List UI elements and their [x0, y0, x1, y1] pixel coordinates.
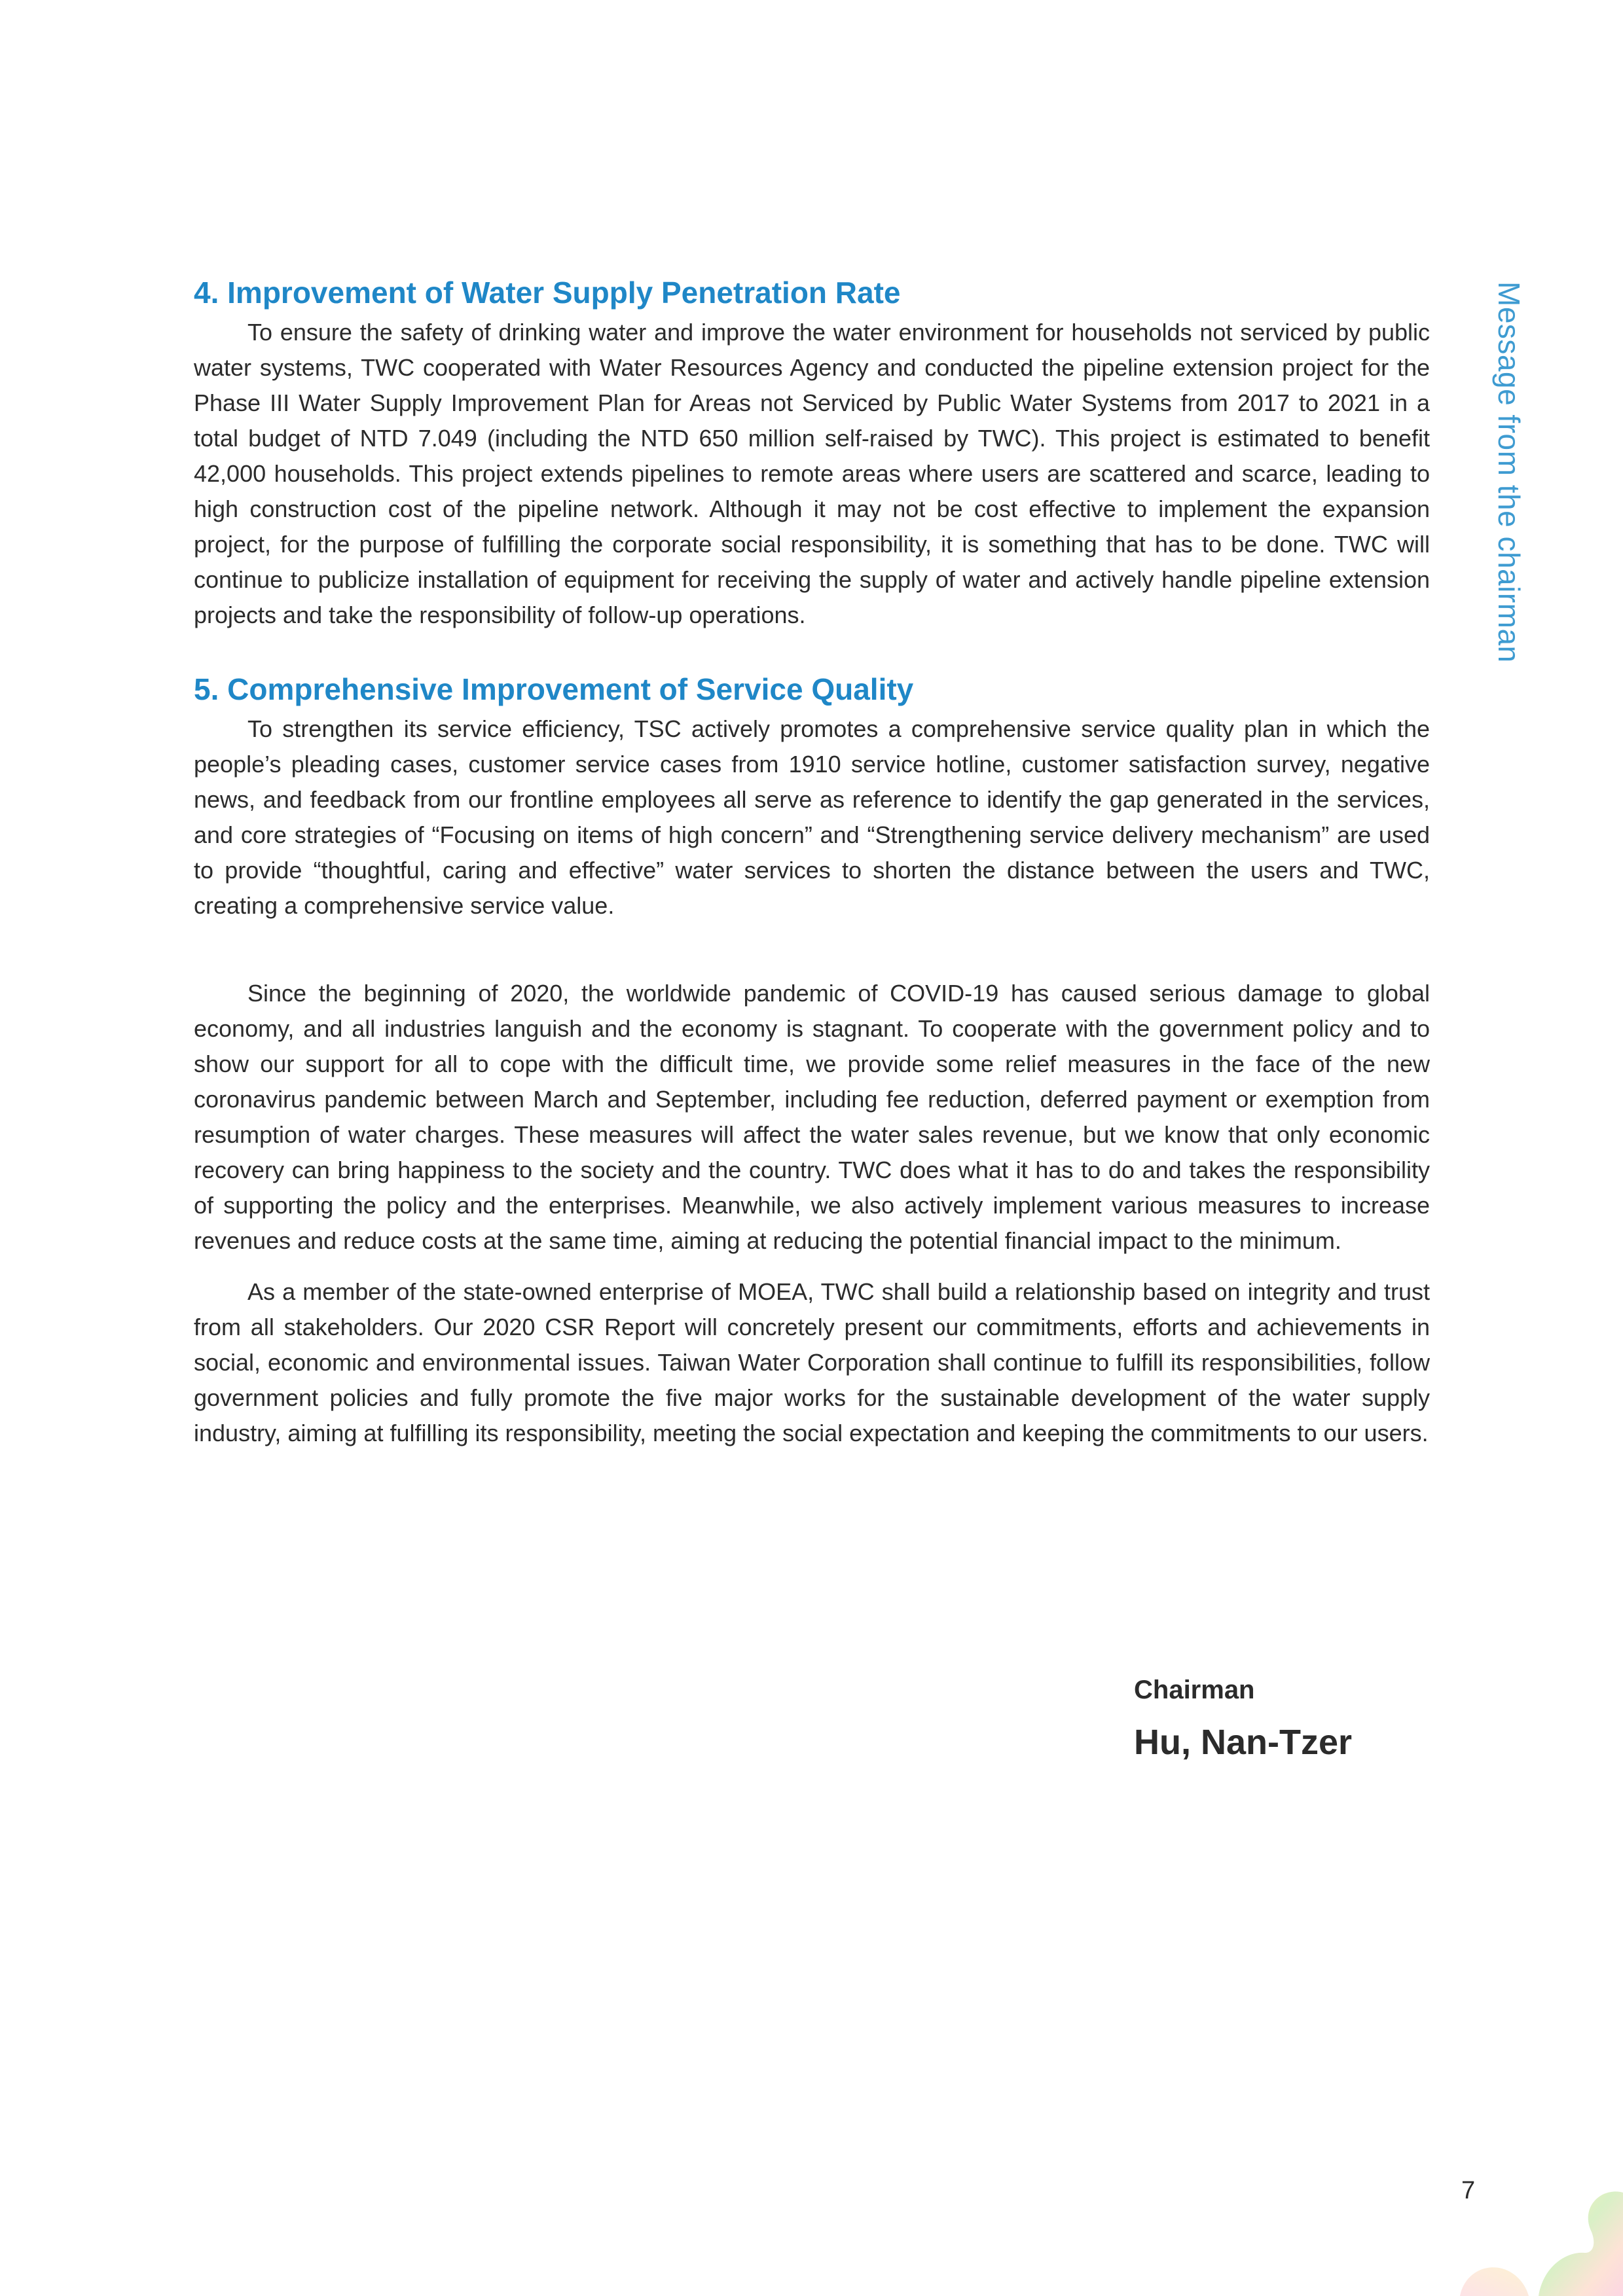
signature-block [1134, 1670, 1352, 1768]
signature-name: Hu, Nan-Tzer [1134, 1723, 1353, 1762]
side-section-label [1491, 281, 1539, 700]
section-paragraph: To ensure the safety of drinking water and improve the water environment for households not serviced by public water systems, TWC cooperated with Water Resources Agency and conducted the pipeline extension project for the Phase III Water Supply Improvement Plan for Areas not Serviced by Public Water Systems from 2017 to 2021 in a total budget of NTD 7.049 (including the NTD 650 million self-raised by TWC). This project is estimated to benefit 42,000 households. This project extends pipelines to remote areas where users are scattered and scarce, leading to high construction cost of the pipeline network. Although it may not be cost effective to implement the expansion project, for the purpose of fulfilling the corporate social responsibility, it is something that has to be done. TWC will continue to publicize installation of equipment for receiving the supply of water and actively handle pipeline extension projects and take the responsibility of follow-up operations. [194, 319, 1430, 628]
section-heading: 5. Comprehensive Improvement of Service Quality [194, 672, 914, 706]
corner-decoration-icon [1460, 2153, 1623, 2296]
closing-paragraph: As a member of the state-owned enterprise of MOEA, TWC shall build a relationship based on integrity and trust from all stakeholders. Our 2020 CSR Report will concretely present our commitments, efforts and achievements in social, economic and environmental issues. Taiwan Water Corporation shall continue to fulfill its responsibilities, follow government policies and fully promote the five major works for the sustainable development of the water supply industry, aiming at fulfilling its responsibility, meeting the social expectation and keeping the commitments to our users. [194, 1278, 1430, 1446]
closing-paragraph: Since the beginning of 2020, the worldwide pandemic of COVID-19 has caused serious damage to global economy, and all industries languish and the economy is stagnant. To cooperate with the government policy and to show our support for all to cope with the difficult time, we provide some relief measures in the face of the new coronavirus pandemic between March and September, including fee reduction, deferred payment or exemption from resumption of water charges. These measures will affect the water sales revenue, but we know that only economic recovery can bring happiness to the society and the country. TWC does what it has to do and takes the responsibility of supporting the policy and the enterprises. Meanwhile, we also actively implement various measures to increase revenues and reduce costs at the same time, aiming at reducing the potential financial impact to the minimum. [194, 980, 1430, 1254]
main-content [194, 272, 1430, 1451]
signature-title: Chairman [1134, 1676, 1255, 1704]
side-section-label-text: Message from the chairman [1492, 281, 1526, 663]
section-paragraph: To strengthen its service efficiency, TSC actively promotes a comprehensive service quality plan in which the people’s pleading cases, customer service cases from 1910 service hotline, customer satisfaction survey, negative news, and feedback from our frontline employees all serve as reference to identify the gap generated in the services, and core strategies of “Focusing on items of high concern” and “Strengthening service delivery mechanism” are used to provide “thoughtful, caring and effective” water services to shorten the distance between the users and TWC, creating a comprehensive service value. [194, 715, 1430, 919]
page-number: 7 [1461, 2177, 1476, 2204]
section-heading: 4. Improvement of Water Supply Penetration Rate [194, 276, 901, 310]
